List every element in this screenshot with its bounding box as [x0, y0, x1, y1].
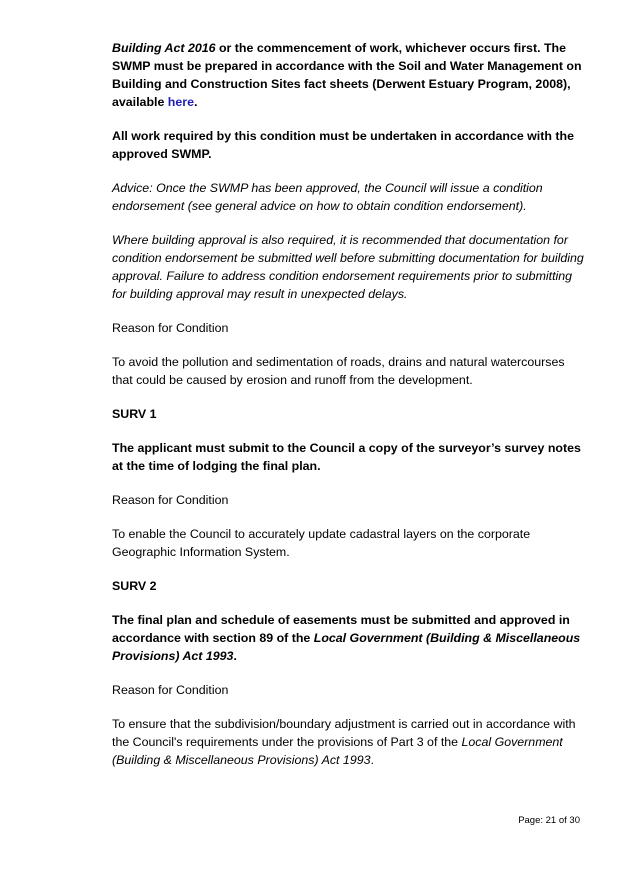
- paragraph-text: or the commencement of work, whichever occurs first. The SWMP must be prepared in accordance with the Soil and Water Management on Building and Construction Sites fact sheets (Derwent Estuary Program, 2008), available: [112, 41, 582, 109]
- paragraph-text: To ensure that the subdivision/boundary adjustment is carried out in accordance with the Council's requirements under the provisions of Part 3 of the: [112, 717, 576, 749]
- reason-heading-3: Reason for Condition: [112, 683, 229, 697]
- paragraph-text: The final plan and schedule of easements must be submitted and approved in accordance with section 89 of the: [112, 613, 570, 645]
- approved-swmp-paragraph: All work required by this condition must be undertaken in accordance with the approved SWMP.: [112, 129, 574, 161]
- paragraph-end: .: [193, 95, 198, 109]
- reason-text-3: [112, 715, 584, 769]
- act-name: Building Act 2016: [112, 41, 216, 55]
- reason-heading-2: Reason for Condition: [112, 493, 229, 507]
- paragraph-end: .: [233, 649, 237, 663]
- advice-paragraph: Advice: Once the SWMP has been approved, the Council will issue a condition endorsement (see general advice on how to obtain condition endorsement).: [112, 181, 543, 213]
- paragraph-end: .: [370, 753, 374, 767]
- surv2-condition-paragraph: [112, 611, 584, 665]
- act-name: Local Government (Building & Miscellaneous Provisions) Act 1993: [112, 735, 563, 767]
- surv1-condition-paragraph: The applicant must submit to the Council a copy of the surveyor’s survey notes at the time of lodging the final plan.: [112, 441, 581, 473]
- reason-text-1: To avoid the pollution and sedimentation of roads, drains and natural watercourses that could be caused by erosion and runoff from the development.: [112, 355, 565, 387]
- section-heading-surv2: SURV 2: [112, 579, 157, 593]
- act-name: Local Government (Building & Miscellaneous Provisions) Act 1993: [112, 631, 581, 663]
- here-link[interactable]: here: [167, 95, 194, 109]
- building-approval-paragraph: Where building approval is also required, it is recommended that documentation for condition endorsement be submitted well before submitting documentation for building approval. Failure to address condition endorsement requirements prior to submitting for building approval may result in unexpected delays.: [112, 233, 584, 301]
- reason-heading-1: Reason for Condition: [112, 321, 229, 335]
- swmp-requirement-paragraph: [112, 39, 584, 111]
- reason-text-2: To enable the Council to accurately update cadastral layers on the corporate Geographic Information System.: [112, 527, 531, 559]
- document-body: [112, 39, 584, 785]
- page-number: Page: 21 of 30: [518, 815, 580, 826]
- section-heading-surv1: SURV 1: [112, 407, 157, 421]
